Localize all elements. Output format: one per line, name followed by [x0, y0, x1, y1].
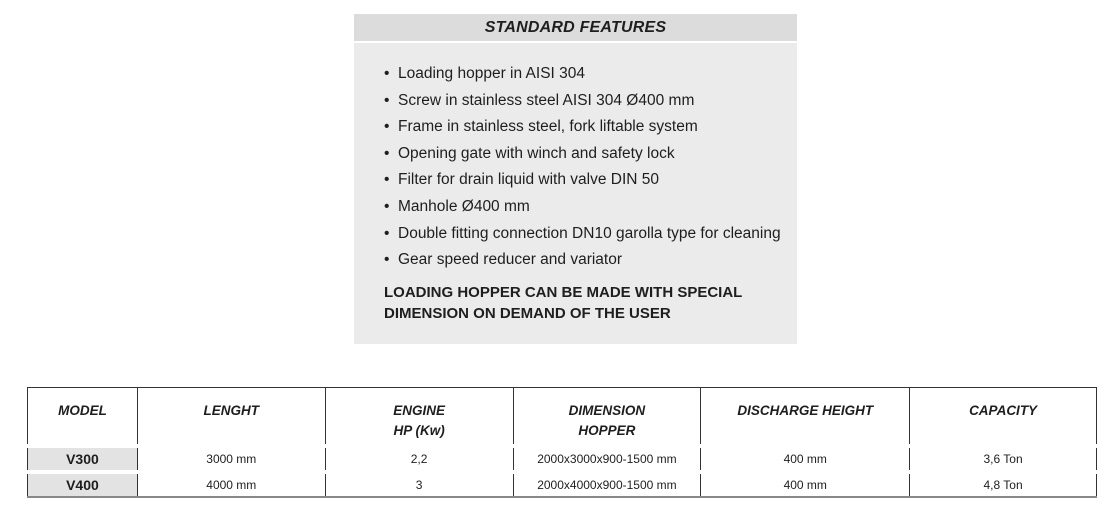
standard-features-panel	[354, 14, 797, 344]
column-header-dimension-hopper: DIMENSION HOPPER	[513, 388, 701, 446]
bullet-icon: •	[384, 224, 390, 242]
table-row	[28, 446, 1097, 472]
feature-item: • Manhole Ø400 mm	[384, 194, 781, 221]
cell-capacity: 3,6 Ton	[910, 446, 1097, 472]
bullet-icon: •	[384, 197, 390, 215]
feature-item: • Opening gate with winch and safety lock	[384, 141, 781, 168]
column-header-model: MODEL	[28, 388, 138, 446]
bullet-icon: •	[384, 65, 390, 82]
column-header-length: LENGHT	[137, 388, 325, 446]
feature-item: • Gear speed reducer and variator	[384, 247, 781, 274]
column-header-engine: ENGINE HP (Kw)	[325, 388, 513, 446]
table-header-row	[28, 388, 1097, 446]
note-line: DIMENSION ON DEMAND OF THE USER	[384, 305, 671, 322]
bullet-icon: •	[384, 118, 390, 136]
bullet-icon: •	[384, 251, 390, 269]
specifications-table	[27, 387, 1097, 498]
cell-capacity: 4,8 Ton	[910, 472, 1097, 497]
features-title: STANDARD FEATURES	[354, 14, 797, 43]
bullet-icon: •	[384, 91, 390, 109]
feature-item: • Frame in stainless steel, fork liftable system	[384, 114, 781, 141]
cell-model: V400	[28, 472, 138, 497]
feature-item: • Double fitting connection DN10 garolla type for cleaning	[384, 221, 781, 248]
column-header-capacity: CAPACITY	[910, 388, 1097, 446]
cell-discharge-height: 400 mm	[701, 472, 910, 497]
cell-dimension: 2000x3000x900-1500 mm	[513, 446, 701, 472]
column-header-discharge-height: DISCHARGE HEIGHT	[701, 388, 910, 446]
cell-length: 3000 mm	[137, 446, 325, 472]
bullet-icon: •	[384, 171, 390, 189]
cell-discharge-height: 400 mm	[701, 446, 910, 472]
feature-item: • Screw in stainless steel AISI 304 Ø400 mm	[384, 88, 781, 115]
feature-item: • Loading hopper in AISI 304	[384, 61, 781, 88]
cell-engine: 2,2	[325, 446, 513, 472]
feature-item: • Filter for drain liquid with valve DIN 50	[384, 167, 781, 194]
note-line: LOADING HOPPER CAN BE MADE WITH SPECIAL	[384, 284, 743, 301]
cell-model: V300	[28, 446, 138, 472]
features-list	[384, 61, 781, 274]
features-note	[384, 282, 742, 324]
bullet-icon: •	[384, 144, 390, 162]
cell-length: 4000 mm	[137, 472, 325, 497]
table-row	[28, 472, 1097, 497]
cell-dimension: 2000x4000x900-1500 mm	[513, 472, 701, 497]
cell-engine: 3	[325, 472, 513, 497]
